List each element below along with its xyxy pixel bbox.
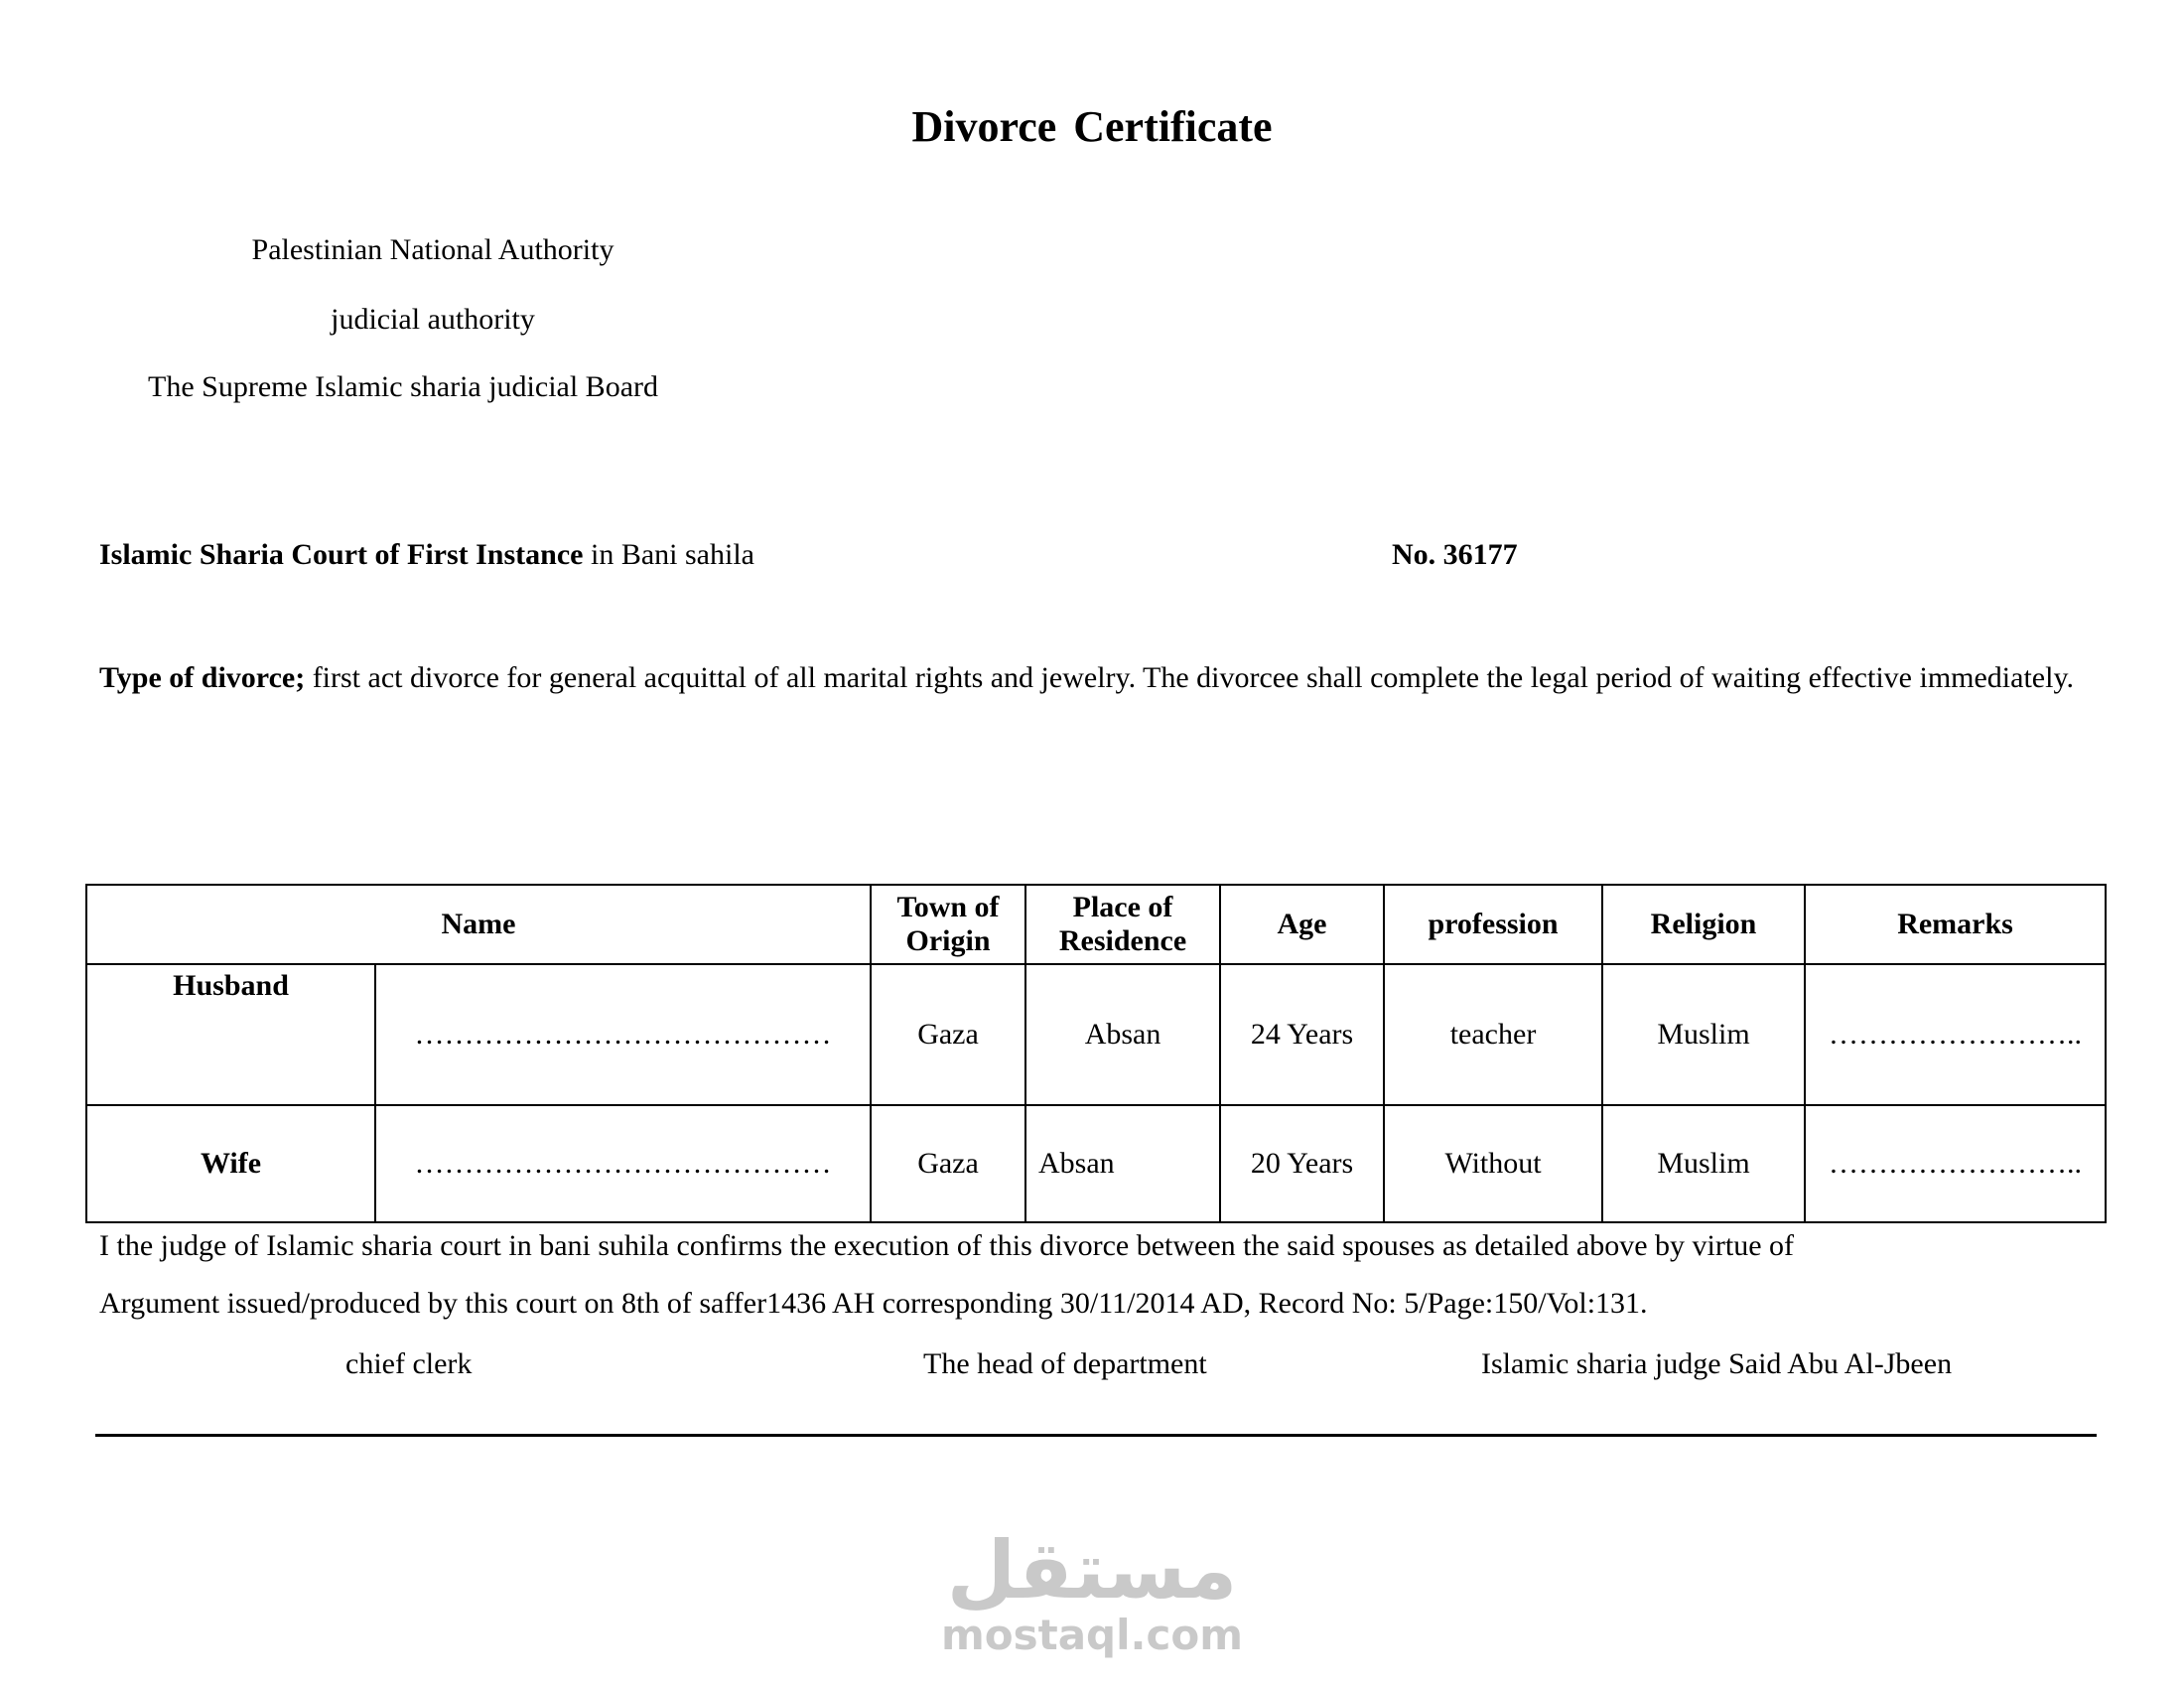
religion-cell: Muslim [1602, 1105, 1805, 1222]
signature-judge: Islamic sharia judge Said Abu Al-Jbeen [1481, 1347, 1953, 1380]
table-row-husband [86, 964, 2106, 1105]
divorce-type-text: first act divorce for general acquittal of all marital rights and jewelry. The divorcee shall complete the legal period of waiting effective immediately. [305, 661, 2074, 694]
signature-chief-clerk: chief clerk [345, 1347, 473, 1380]
court-place: Bani sahila [620, 538, 754, 571]
profession-cell: Without [1384, 1105, 1602, 1222]
role-cell: Husband [86, 964, 375, 1105]
divorce-type-label: Type of divorce; [99, 661, 306, 694]
signature-head-of-department: The head of department [923, 1347, 1207, 1380]
table-header-row [86, 885, 2106, 964]
town-cell: Gaza [871, 1105, 1025, 1222]
header-remarks: Remarks [1805, 885, 2106, 964]
remarks-cell: …………………….. [1805, 964, 2106, 1105]
mostaql-watermark-logo [893, 1524, 1291, 1659]
header-town-of-origin: Town of Origin [871, 885, 1025, 964]
role-cell: Wife [86, 1105, 375, 1222]
confirmation-line-1: I the judge of Islamic sharia court in bani suhila confirms the execution of this divorce between the said spouses as detailed above by virtue of [99, 1229, 1794, 1262]
confirmation-line-2: Argument issued/produced by this court on 8th of saffer1436 AH corresponding 30/11/2014 AD, Record No: 5/Page:150/Vol:131. [99, 1287, 1648, 1320]
header-name: Name [86, 885, 871, 964]
header-religion: Religion [1602, 885, 1805, 964]
remarks-cell: …………………….. [1805, 1105, 2106, 1222]
authority-line-1: Palestinian National Authority [251, 233, 614, 266]
spouses-table [85, 884, 2107, 1223]
court-name-bold: Islamic Sharia Court of First Instance [99, 538, 584, 571]
divorce-type [99, 659, 2085, 697]
authority-line-2: judicial authority [331, 303, 535, 336]
document-title: Divorce Certificate [911, 102, 1273, 151]
religion-cell: Muslim [1602, 964, 1805, 1105]
age-cell: 24 Years [1220, 964, 1384, 1105]
residence-cell: Absan [1025, 1105, 1220, 1222]
name-cell: …………………………………… [375, 1105, 871, 1222]
certificate-number: No. 36177 [1392, 538, 1518, 571]
authority-line-3: The Supreme Islamic sharia judicial Board [148, 370, 658, 403]
residence-cell: Absan [1025, 964, 1220, 1105]
table-row-wife [86, 1105, 2106, 1222]
watermark-latin: mostaql.com [941, 1611, 1243, 1659]
watermark-arabic: مستقل [946, 1524, 1238, 1617]
name-cell: …………………………………… [375, 964, 871, 1105]
bottom-divider [95, 1434, 2097, 1437]
court-name [99, 534, 814, 576]
town-cell: Gaza [871, 964, 1025, 1105]
header-place-of-residence: Place of Residence [1025, 885, 1220, 964]
header-age: Age [1220, 885, 1384, 964]
age-cell: 20 Years [1220, 1105, 1384, 1222]
header-profession: profession [1384, 885, 1602, 964]
profession-cell: teacher [1384, 964, 1602, 1105]
court-in: in [583, 538, 621, 571]
confirmation-text [99, 1217, 2115, 1333]
